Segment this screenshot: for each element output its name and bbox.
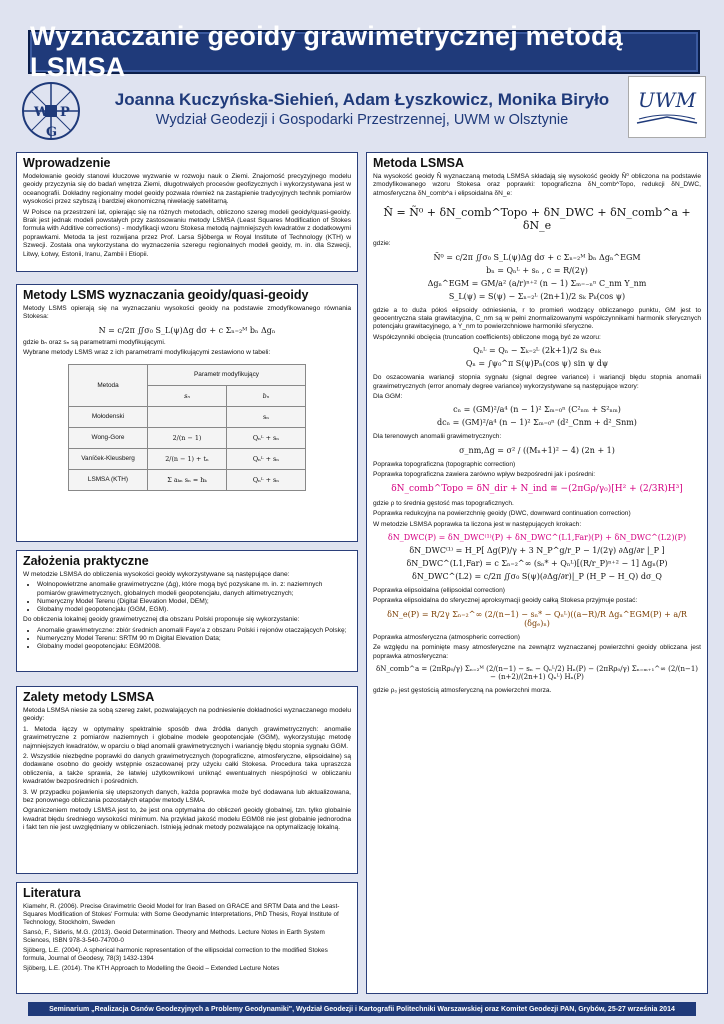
title-banner (28, 21, 700, 82)
list-item: • Numeryczny Model Terenu: SRTM 90 m Digital Elevation Data; (37, 635, 351, 643)
methods-paragraph-1: Metody LSMS opierają się na wyznaczaniu wysokości geoidy na podstawie zmodyfikowanego równania Stokesa: (23, 305, 351, 321)
table-cell-b: Qₙᴸ + sₙ (227, 448, 306, 469)
table-row (69, 406, 306, 427)
modified-stokes-equation: N = c/2π ∬σ₀ S_L(ψ)Δg dσ + c Σₙ₌₂ᴹ bₙ Δgₙ (98, 325, 276, 335)
methods-heading: Metody LSMS wyznaczania geoidy/quasi-geoidy (23, 288, 309, 302)
lsmsa-paragraph-12: Poprawka elipsoidalna (ellipsoidal correction) (373, 586, 505, 594)
table-cell-b: Qₙᴸ + sₙ (227, 469, 306, 490)
lsmsa-paragraph-16: gdzie ρ₀ jest gęstością atmosferyczną na powierzchni morza. (373, 686, 552, 694)
literature-item: Sansò, F., Sideris, M.G. (2013). Geoid Determination. Theory and Methods. Lecture Notes in Earth System Sciences, ISBN 978-3-540-74700-0 (23, 929, 325, 944)
literature-item: Kiamehr, R. (2006). Precise Gravimetric Geoid Model for Iran Based on GRACE and SRTM Data and the Least-Squares Modification of Stokes' Formula: with Some Geodynamic Interpretations, PhD Thesis, Royal Institute of Technology, Stockholm, Sweden (23, 903, 340, 926)
literature-item: Sjöberg, L.E. (2004). A spherical harmonic representation of the ellipsoidal correction to the modified Stokes formula, Journal of Geodesy, 78(3) 1432-1394 (23, 947, 328, 962)
lsmsa-paragraph-15: Ze względu na pominięte masy atmosferyczne na zewnątrz wyznaczanej powierzchni geoidy obliczana jest poprawka atmosferyczna: (373, 644, 701, 660)
list-item: • Wolnopowietrzne anomalie grawimetryczne (Δg), które mogą być pozyskane m. in. z: naziemnych pomiarów grawimetrycznych, globalnych modeli geopotencjału, danych altimetrycznych; (37, 581, 351, 597)
lsmsa-paragraph-14: Poprawka atmosferyczna (atmospheric correction) (373, 633, 520, 641)
assumptions-paragraph-1: W metodzie LSMSA do obliczenia wysokości geoidy wykorzystywane są następujące dane: (23, 571, 290, 578)
ellipsoidal-correction-equation: δN_e(P) = R/2γ Σₙ₌₂^∞ (2/(n−1) − sₙ* − Qₙᴸ)((a−R)/R Δgₙ^EGM(P) + a/R (δgₑ)ₙ) (387, 609, 687, 628)
table-header-params: Parametr modyfikujący (148, 364, 306, 385)
list-item: • Globalny model geopotencjału (GGM, EGM). (37, 606, 351, 614)
lsmsa-section (366, 152, 708, 994)
stokes-kernel-equation: S_L(ψ) = S(ψ) − Σₙ₌₂ᴸ (2n+1)/2 sₖ Pₖ(cos ψ) (448, 291, 626, 301)
advantages-paragraph-4: 3. W przypadku pojawienia się utepszonych danych, każda poprawka może być dodawana lub aktualizowana, bez ponownego obliczania pozostałych etapów metody LSMA. (23, 788, 351, 805)
geoid-equation: Ñ⁰ = c/2π ∬σ₀ S_L(ψ)Δg dσ + c Σₙ₌₂ᴹ bₙ Δgₙ^EGM (433, 252, 641, 262)
table-header-method: Metoda (69, 364, 148, 406)
lsmsa-paragraph-9: gdzie ρ to średnia gęstość mas topograficznych. (373, 499, 514, 507)
bn-equation: bₙ = Qₙᴸ + sₙ , c = R/(2γ) (486, 265, 588, 275)
dwc-l2-equation: δN_DWC^(L2) = c/2π ∬σ₀ S(ψ)(∂Δg/∂r)|_P (H_P − H_Q) dσ_Q (412, 571, 662, 581)
logo-letter-p: P (60, 105, 70, 120)
lsmsa-paragraph-11: W metodzie LSMSA poprawka ta liczona jest w następujących krokach: (373, 520, 582, 528)
table-row (69, 469, 306, 490)
dwc1-equation: δN_DWC⁽¹⁾ = H_P[ Δg(P)/γ + 3 N_P^g/r_P − 1/(2γ) ∂Δg/∂r |_P ] (409, 545, 665, 555)
assumptions-heading: Założenia praktyczne (23, 554, 149, 568)
advantages-paragraph-1: Metoda LSMSA niesie za sobą szereg zalet, pozwalających na podniesienie dokładności wyznaczanego modelu geoidy: (23, 707, 351, 723)
lsmsa-paragraph-13: Poprawka elipsoidalna do sferycznej aproksymacji geoidy całką Stokesa przyjmuje postać: (373, 597, 638, 605)
table-cell-b: sₙ (227, 406, 306, 427)
lsmsa-paragraph-5: Dla GGM: (373, 393, 403, 401)
list-item: • Anomalie grawimetryczne: zbiór średnich anomalii Faye'a z obszaru Polski i rejonów otaczających Polskę; (37, 627, 351, 635)
advantages-section (16, 686, 358, 874)
methods-table (68, 364, 306, 491)
lsmsa-paragraph-7: Poprawka topograficzna (topographic correction) (373, 460, 516, 468)
sigma-equation: σ_nm,Δg = σ² / ((Mₙ+1)² − 4) (2n + 1) (459, 445, 615, 455)
literature-heading: Literatura (23, 886, 81, 900)
table-row (69, 448, 306, 469)
footer: Seminarium „Realizacja Osnów Geodezyjnych a Problemy Geodynamiki", Wydział Geodezji i Kartografii Politechniki Warszawskiej oraz Komitet Geodezji PAN, Grybów, 25-27 września 2014 (28, 1002, 696, 1016)
lsmsa-paragraph-2: gdzie a to duża półoś elipsoidy odniesienia, r to promień wodzący obliczanego punktu, GM jest to geocentryczna stała grawitacyjna, C_nm są w pełni znormalizowanymi współczynnikami harmonik sferycznych potencjału grawitacyjnego, a Y_nm to powierzchniowe harmoniki sferyczne. (373, 306, 701, 331)
list-item: • Numeryczny Model Terenu (Digital Elevation Model, DEM); (37, 598, 351, 606)
intro-section (16, 152, 358, 272)
literature-section (16, 882, 358, 994)
atmospheric-correction-equation: δN_comb^a = (2πRρ₀/γ) Σₙ₌₂ᴹ (2/(n−1) − sₙ − Qₙᴸ/2) Hₙ(P) − (2πRρ₀/γ) Σₙ₌ₘ₊₁^∞ (2/(n−1) − (n+2)/(2n+1) Qₙᴸ) Hₙ(P) (376, 664, 698, 681)
table-col-s: sₙ (148, 385, 227, 406)
table-cell-b: Qₙᴸ + sₙ (227, 427, 306, 448)
header (16, 74, 708, 144)
literature-item: Sjöberg, L.E. (2014). The KTH Approach to Modelling the Geoid – Extended Lecture Notes (23, 965, 280, 972)
dwc-l1-far-equation: δN_DWC^(L1,Far) = c Σₙ₌₂^∞ (sₙ* + Qₙᴸ)[(R/r_P)ⁿ⁺² − 1] Δgₙ(P) (406, 558, 668, 568)
topographic-correction-equation: δN_comb^Topo = δN_dir + N_ind ≅ −(2πGρ/γ₀)[H² + (2/3R)H³] (391, 483, 683, 494)
list-item: • Globalny model geopotencjału: EGM2008. (37, 643, 351, 651)
lsmsa-gdzie: gdzie: (373, 240, 391, 248)
advantages-paragraph-5: Ograniczeniem metody LSMSA jest to, że jest ona optymalna do obliczeń geoidy globalnej, tzn. tylko globalnie kwadrat błędu średniego wysokości minimum. Na przykład jakość modelu EGM08 nie jest globalnie jednorodna i fakt ten nie jest uwzględniany w obliczeniach. Istnieją jednak metody pozwalające na optymalizację lokalną. (23, 807, 351, 832)
methods-paragraph-3: Wybrane metody LSMS wraz z ich parametrami modyfikującymi zestawiono w tabeli: (23, 349, 271, 357)
assumptions-list-2 (23, 627, 351, 652)
uwm-logo (628, 76, 706, 138)
lsmsa-paragraph-4: Do oszacowania wariancji stopnia sygnału (signal degree variance) i wariancji błędu stopnia anomalii grawimetrycznych (error anomaly degree variance) wykorzystywane są następujące wzory: (373, 374, 701, 390)
lsmsa-paragraph-6: Dla terenowych anomalii grawimetrycznych: (373, 433, 502, 441)
cn-equation: cₙ = (GM)²/a⁴ (n − 1)² Σₘ₌₀ⁿ (C²ₙₘ + S²ₙₘ) (453, 405, 621, 415)
table-cell-method: LSMSA (KTH) (69, 469, 148, 490)
lsmsa-paragraph-10: Poprawka redukcyjna na powierzchnię geoidy (DWC, downward continuation correction) (373, 510, 631, 518)
intro-heading: Wprowadzenie (23, 156, 111, 170)
table-cell-s: 2/(n − 1) + tₙ (148, 448, 227, 469)
assumptions-list-1 (23, 581, 351, 614)
dwc-equation: δN_DWC(P) = δN_DWC⁽¹⁾(P) + δN_DWC^(L1,Far)(P) + δN_DWC^(L2)(P) (387, 532, 687, 542)
authors: Joanna Kuczyńska-Siehień, Adam Łyszkowicz, Monika Biryło (114, 90, 610, 109)
methods-paragraph-2: gdzie bₙ oraz sₙ są parametrami modyfikującymi. (23, 338, 166, 346)
qn-equation: Qₙ = ∫ψ₀^π S(ψ)Pₙ(cos ψ) sin ψ dψ (465, 359, 609, 369)
uwm-logo-text: UWM (638, 88, 696, 112)
advantages-heading: Zalety metody LSMSA (23, 690, 155, 704)
table-cell-s: 2/(n − 1) (148, 427, 227, 448)
advantages-paragraph-2: 1. Metoda łączy w optymalny spektralnie sposób dwa źródła danych grawimetrycznych: anomalie grawimetryczne z pomiarów naziemnych i globalne modele geopotencjale (GGM), wykorzystując metodę najmniejszych kwadratów, w oparciu o błąd anomalii grawimetrycznych i wariancję błędu stopnia sygnału GGM. (23, 725, 351, 750)
lsmsa-paragraph-1: Na wysokość geoidy N̂ wyznaczaną metodą LSMSA składają się wysokość geoidy Ñ⁰ obliczona na podstawie zmodyfikowanego wzoru Stokesa oraz poprawki: topograficzna δN_comb^Topo, redukcji δN_DWC, atmosferyczna δN_comb^a i elipsoidalna δN_e: (373, 173, 701, 197)
logo-letter-w: W (34, 105, 49, 120)
delta-g-egm-equation: Δgₙ^EGM = GM/a² (a/r)ⁿ⁺² (n − 1) Σₘ₌₋ₙⁿ C_nm Y_nm (427, 278, 647, 288)
table-cell-method: Wong-Gore (69, 427, 148, 448)
advantages-paragraph-3: 2. Wszystkie niezbędne poprawki do danych grawimetrycznych (topograficzne, atmosferyczne, elipsoidalne) są dodawane osobno do geoidy wstępnie oszacowanej przy użyciu całki Stokesa. Procedura taka upraszcza obliczenia, a także sprawia, że łatwiej użytkownikowi uniknąć ewentualnych niespójności w obliczaniu kwadratów bezpośrednich i pośrednich. (23, 753, 351, 786)
wgp-logo (16, 76, 86, 146)
table-row (69, 427, 306, 448)
methods-section (16, 284, 358, 542)
affiliation: Wydział Geodezji i Gospodarki Przestrzennej, UWM w Olsztynie (155, 112, 569, 128)
table-cell-method: Mołodenski (69, 406, 148, 427)
lsmsa-paragraph-3: Współczynniki obcięcia (truncation coefficients) obliczone mogą być ze wzoru: (373, 333, 601, 341)
assumptions-paragraph-2: Do obliczenia lokalnej geoidy grawimetrycznej dla obszaru Polski proponuje się wykorzystanie: (23, 616, 300, 624)
intro-paragraph-1: Modelowanie geoidy stanowi kluczowe wyzwanie w rozwoju nauk o Ziemi. Znajomość precyzyjnego modelu geoidy przyczynia się do badań wnętrza Ziemi, długotrwałych procesów geofizycznych i wykorzystywana jest w oceanografii. Dokładny regionalny model geoidy pozwala również na zastąpienie tradycyjnych technik pomiarów wysokości przez szybszą i bardziej ekonomiczną niwelację satelitarną. (23, 173, 351, 206)
dcn-equation: dcₙ = (GM)²/a⁴ (n − 1)² Σₘ₌₀ⁿ (d²_Cnm + d²_Snm) (437, 418, 637, 428)
poster-title: Wyznaczanie geoidy grawimetrycznej metodą LSMSA (30, 21, 623, 82)
lsmsa-main-equation: N̂ = Ñ⁰ + δN_comb^Topo + δN_DWC + δN_comb^a + δN_e (383, 206, 691, 233)
truncation-coefficient-equation: Qₙᴸ = Qₙ − Σₖ₌₂ᴸ (2k+1)/2 sₖ eₙₖ (473, 346, 601, 356)
table-cell-s (148, 406, 227, 427)
lsmsa-paragraph-8: Poprawka topograficzna zawiera zarówno wpływ bezpośredni jak i pośredni: (373, 471, 596, 479)
logo-letter-g: G (46, 125, 58, 140)
table-cell-s: Σ aₖₙ sₙ = hₖ (148, 469, 227, 490)
intro-paragraph-2: W Polsce na przestrzeni lat, opierając się na różnych metodach, obliczono szereg modeli geoidy/quasi-geoidy. Brak jest jednak modeli powstałych przy zastosowaniu metody LSMSA (Least Squares Modification of Stokes formula with Additive corrections) - modyfikacji wzoru Stokesa metodą najmniejszych kwadratów z dodatkowymi poprawkami. Metoda ta jest rozwijana przez Prof. Larsa Sjöberga w Royal Institute of Technology (KTH) w Szwecji. Została ona wykorzystana do wyznaczenia szeregu regionalnych modeli geoidy, m. in. dla Szwecji, Litwy, Łotwy, Estonii, Iranu, Zambii i Etiopii. (23, 208, 351, 258)
lsmsa-heading: Metoda LSMSA (373, 156, 464, 170)
table-col-b: bₙ (227, 385, 306, 406)
assumptions-section (16, 550, 358, 672)
table-cell-method: Vaníček-Kleusberg (69, 448, 148, 469)
